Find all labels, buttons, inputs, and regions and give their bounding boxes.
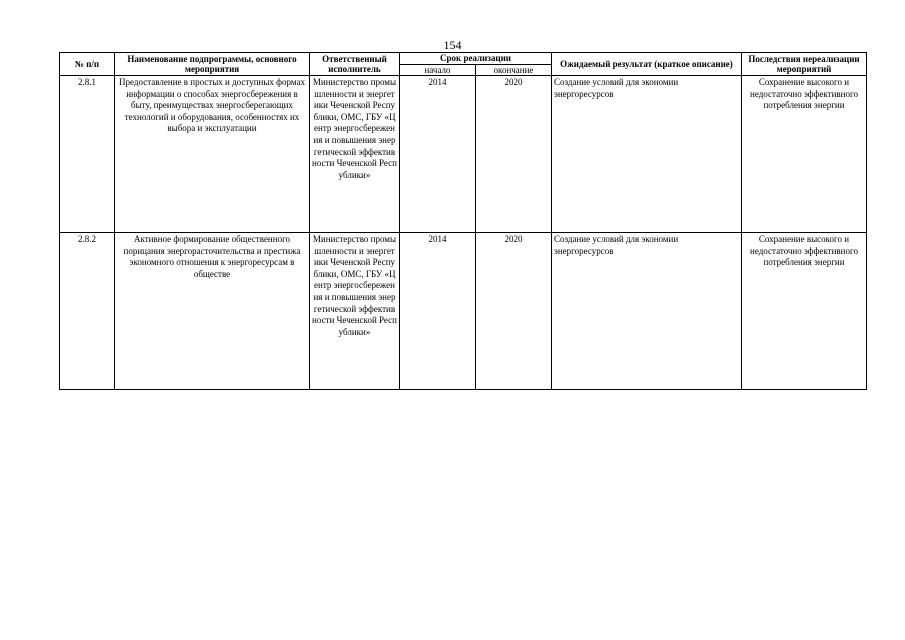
row-consequences: Сохранение высокого и недостаточно эффективного потребления энергии	[742, 76, 867, 233]
program-table	[59, 52, 867, 390]
table-row	[60, 233, 867, 390]
row-executor: Министерство промышленности и энергетики Чеченской Республики, ОМС, ГБУ «Центр энергосбережения и повышения энергетической эффективности Чеченской Республики»	[310, 233, 400, 390]
header-executor: Ответственный исполнитель	[310, 53, 400, 76]
row-start: 2014	[400, 76, 476, 233]
page-number: 154	[443, 38, 462, 52]
header-end: окончание	[476, 64, 552, 76]
row-name: Активное формирование общественного порицания энергорасточительства и престижа экономного отношения к энергоресурсам в обществе	[115, 233, 310, 390]
header-name: Наименование подпрограммы, основного мероприятия	[115, 53, 310, 76]
row-num: 2.8.2	[60, 233, 115, 390]
row-num: 2.8.1	[60, 76, 115, 233]
header-start: начало	[400, 64, 476, 76]
header-period: Срок реализации	[400, 53, 552, 65]
row-result: Создание условий для экономии энергоресурсов	[552, 76, 742, 233]
row-executor: Министерство промышленности и энергетики Чеченской Республики, ОМС, ГБУ «Центр энергосбережения и повышения энергетической эффективности Чеченской Республики»	[310, 76, 400, 233]
row-start: 2014	[400, 233, 476, 390]
table-row	[60, 76, 867, 233]
header-row	[60, 53, 867, 65]
header-consequences: Последствия нереализации мероприятий	[742, 53, 867, 76]
header-num: № п/п	[60, 53, 115, 76]
header-result: Ожидаемый результат (краткое описание)	[552, 53, 742, 76]
row-end: 2020	[476, 76, 552, 233]
row-consequences: Сохранение высокого и недостаточно эффективного потребления энергии	[742, 233, 867, 390]
row-name: Предоставление в простых и доступных формах информации о способах энергосбережения в быту, преимуществах энергосберегающих технологий и оборудования, особенностях их выбора и эксплуатации	[115, 76, 310, 233]
row-result: Создание условий для экономии энергоресурсов	[552, 233, 742, 390]
row-end: 2020	[476, 233, 552, 390]
